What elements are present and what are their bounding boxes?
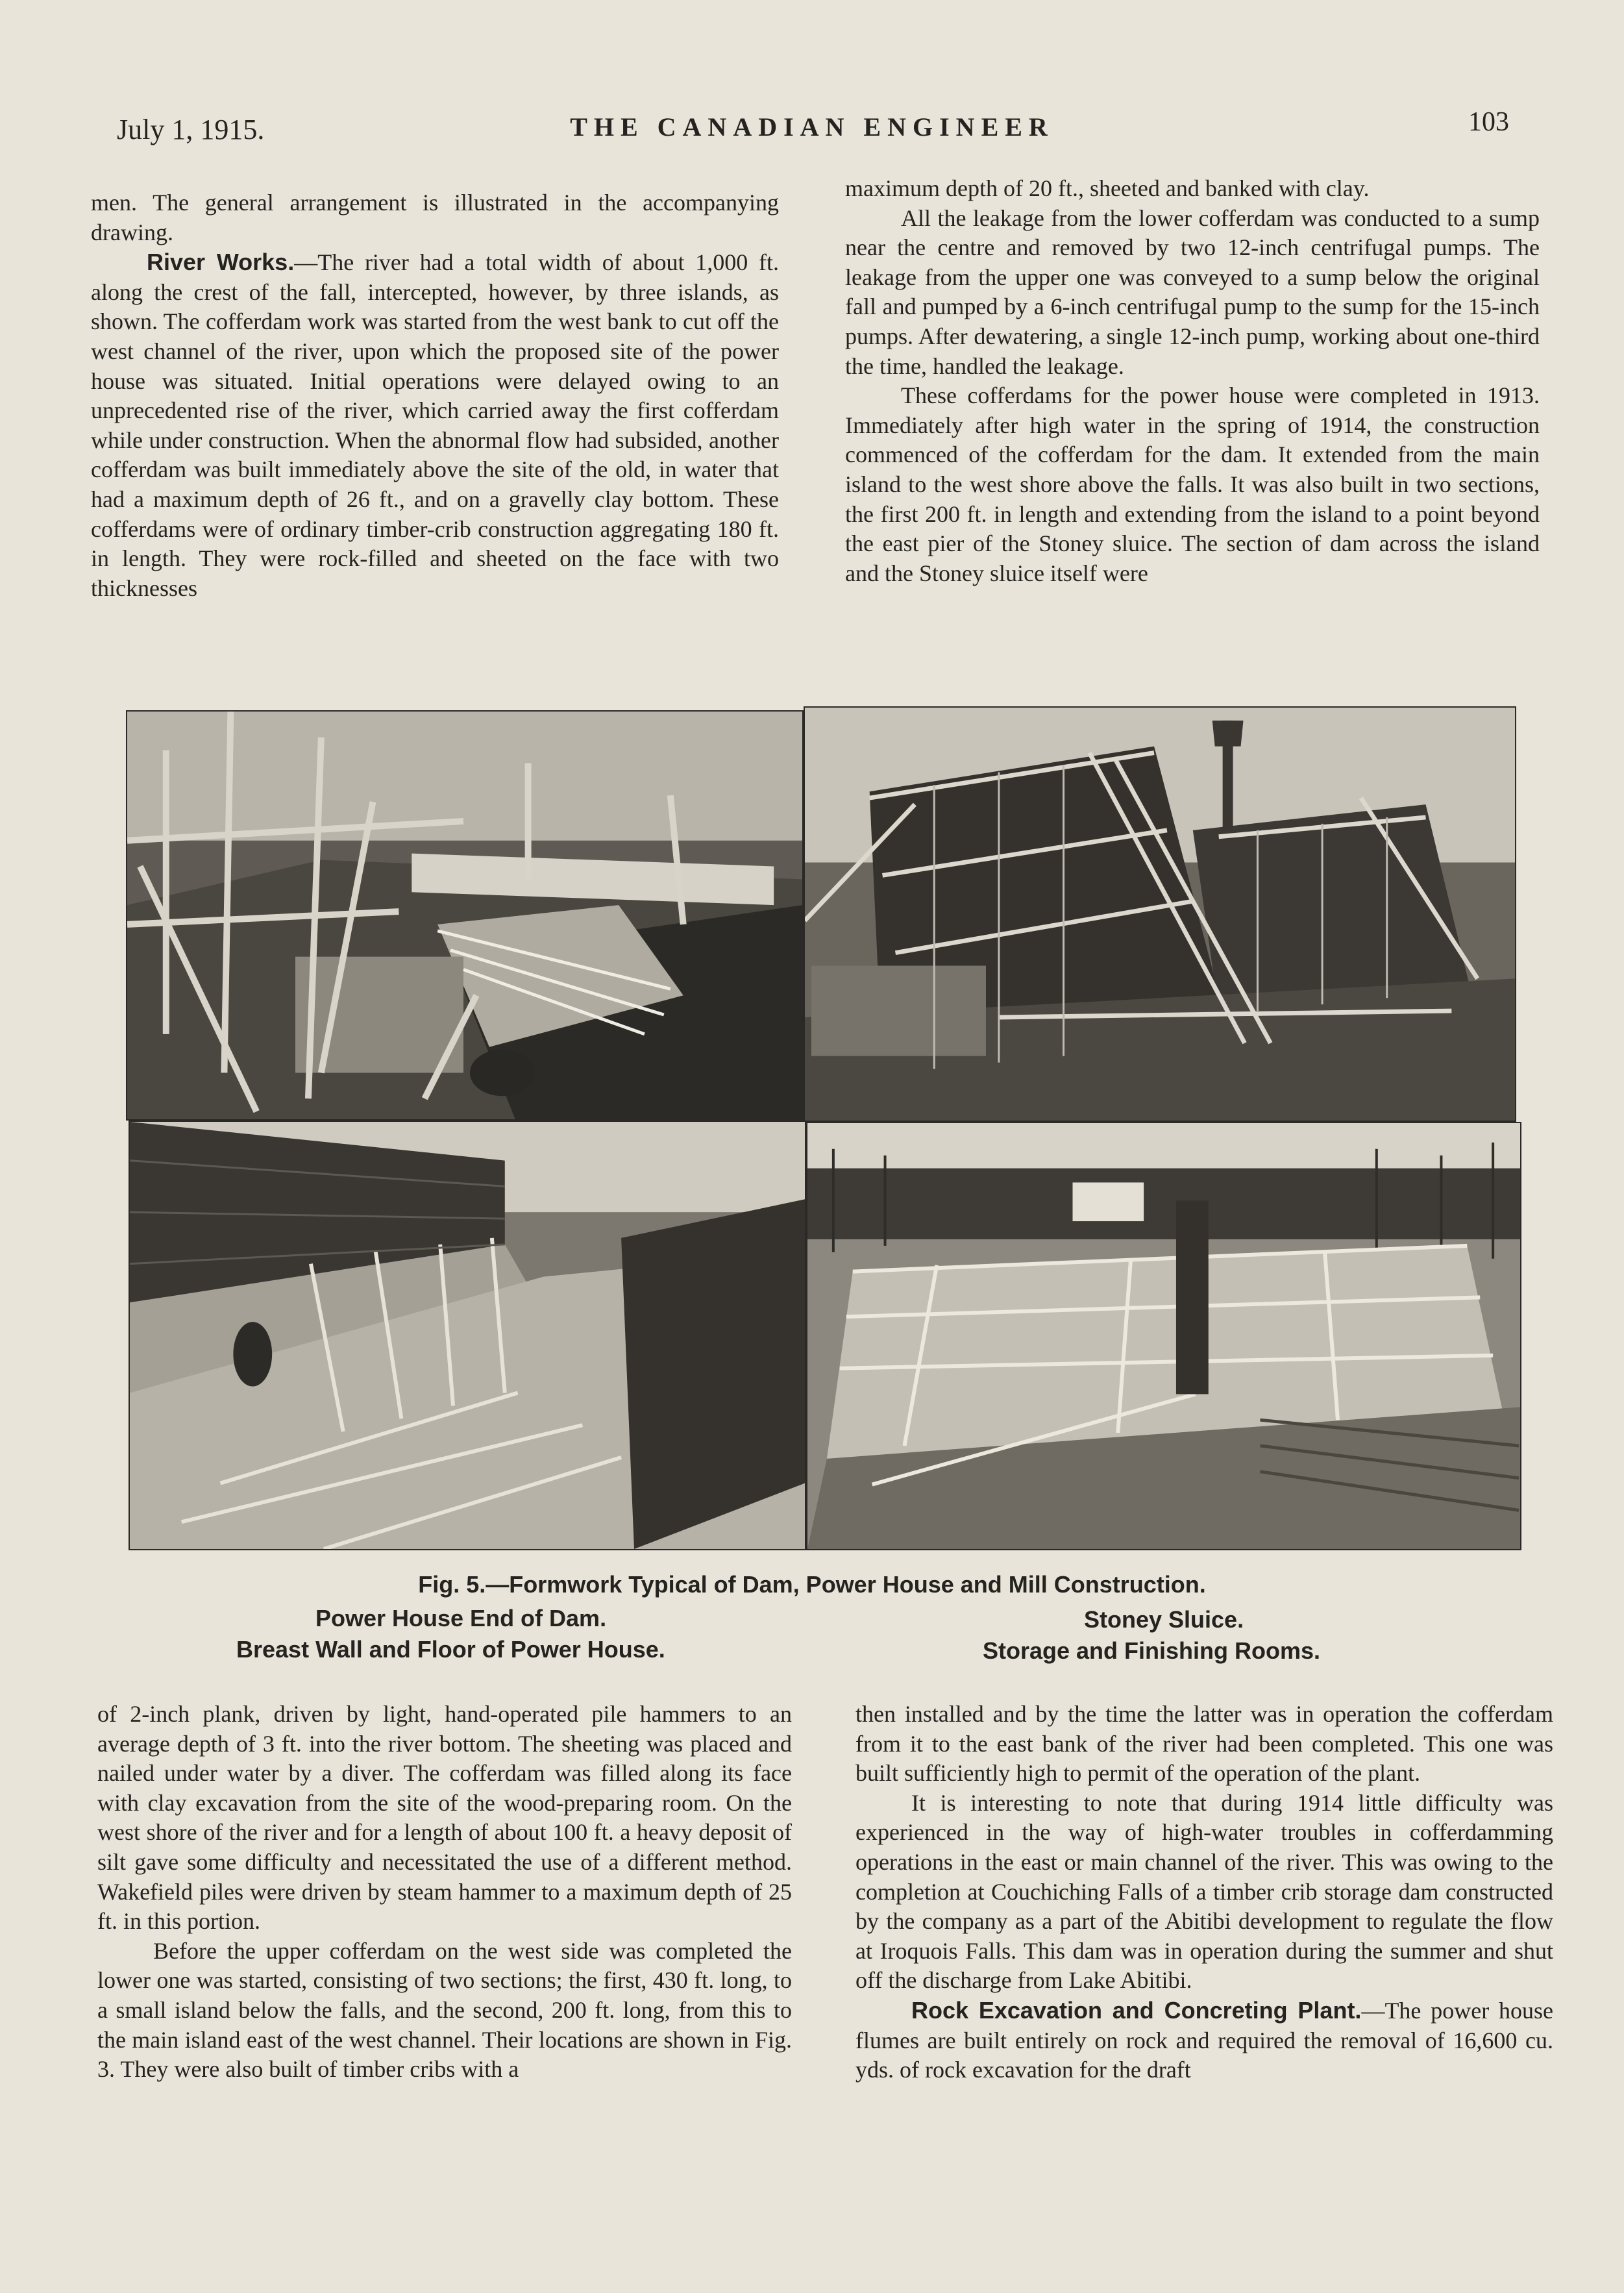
caption-top-left: Power House End of Dam. [315, 1605, 607, 1631]
caption-top-right: Stoney Sluice. [1084, 1606, 1244, 1633]
text-column-top-left [91, 188, 779, 603]
text-column-top-right [845, 174, 1540, 588]
paragraph-rock-excavation [855, 1996, 1553, 2085]
caption-bottom-right: Storage and Finishing Rooms. [983, 1637, 1321, 1664]
paragraph: All the leakage from the lower cofferdam was conducted to a sump near the centre and removed by two 12-inch centrifugal pumps. The leakage from the upper one was conveyed to a sump below the original fall and pumped by a 6-inch centrifugal pump to the sump for the 15-inch pumps. After dewatering, a single 12-inch pump, working about one-third the time, handled the leakage. [845, 205, 1540, 379]
photo-power-house-end-of-dam [126, 710, 804, 1121]
section-heading-rock-excavation: Rock Excavation and Concreting Plant. [911, 1996, 1362, 2024]
paragraph: then installed and by the time the latter was in operation the cofferdam from it to the east bank of the river had been completed. This one was built sufficiently high to permit of the operation of the plant. [855, 1701, 1553, 1787]
photo-stoney-sluice [804, 706, 1516, 1122]
paragraph-text: —The power house flumes are built entirely on rock and required the removal of 16,600 cu. yds. of rock excavation for the draft [855, 1997, 1553, 2083]
paragraph-text: —The river had a total width of about 1,000 ft. along the crest of the fall, intercepted, however, by three islands, as shown. The cofferdam work was started from the west bank to cut off the west channel of the river, upon which the proposed site of the power house was situated. Initial operations were delayed owing to an unprecedented rise of the river, which carried away the first cofferdam while under construction. When the abnormal flow had subsided, another cofferdam was built immediately above the site of the old, in water that had a maximum depth of 26 ft., and on a gravelly clay bottom. These cofferdams were of ordinary timber-crib construction aggregating 180 ft. in length. They were rock-filled and sheeted on the face with two thicknesses [91, 249, 779, 601]
paragraph: It is interesting to note that during 1914 little difficulty was experienced in the way of high-water troubles in cofferdamming operations in the east or main channel of the river. This was owing to the completion at Couchiching Falls of a timber crib storage dam constructed by the company as a part of the Abitibi development to regulate the flow at Iroquois Falls. This dam was in operation during the summer and shut off the discharge from Lake Abitibi. [855, 1789, 1553, 1994]
paragraph: maximum depth of 20 ft., sheeted and banked with clay. [845, 175, 1370, 201]
text-column-bottom-right [855, 1700, 1553, 2085]
paragraph: of 2-inch plank, driven by light, hand-operated pile hammers to an average depth of 3 ft. into the river bottom. The sheeting was placed and nailed under water by a diver. The cofferdam was filled along its face with clay excavation from the site of the wood-preparing room. On the west shore of the river and for a length of about 100 ft. a heavy deposit of silt gave some difficulty and necessitated the use of a different method. Wakefield piles were driven by steam hammer to a maximum depth of 25 ft. in this portion. [97, 1701, 792, 1935]
page-header [0, 104, 1624, 149]
paragraph-river-works [91, 247, 779, 603]
journal-title: THE CANADIAN ENGINEER [570, 112, 1054, 142]
paragraph: Before the upper cofferdam on the west side was completed the lower one was started, consisting of two sections; the first, 430 ft. long, to a small island below the falls, and the second, 200 ft. long, from this to the main island east of the west channel. Their locations are shown in Fig. 3. They were also built of timber cribs with a [97, 1937, 792, 2083]
issue-date: July 1, 1915. [117, 114, 265, 145]
figure-caption-main: Fig. 5.—Formwork Typical of Dam, Power House and Mill Construction. [418, 1571, 1206, 1598]
section-heading-river-works: River Works. [147, 249, 295, 276]
photo-breast-wall-and-floor [129, 1121, 806, 1550]
page-number: 103 [1468, 107, 1509, 137]
paragraph: men. The general arrangement is illustrated in the accompanying drawing. [91, 190, 779, 245]
text-column-bottom-left [97, 1700, 792, 2085]
paragraph: These cofferdams for the power house were completed in 1913. Immediately after high water in the spring of 1914, the construction commenced of the cofferdam for the dam. It extended from the main island to the west shore above the falls. It was also built in two sections, the first 200 ft. in length and extending from the island to a point beyond the east pier of the Stoney sluice. The section of dam across the island and the Stoney sluice itself were [845, 382, 1540, 586]
caption-bottom-left: Breast Wall and Floor of Power House. [236, 1636, 665, 1663]
photo-storage-and-finishing-rooms [806, 1122, 1521, 1550]
